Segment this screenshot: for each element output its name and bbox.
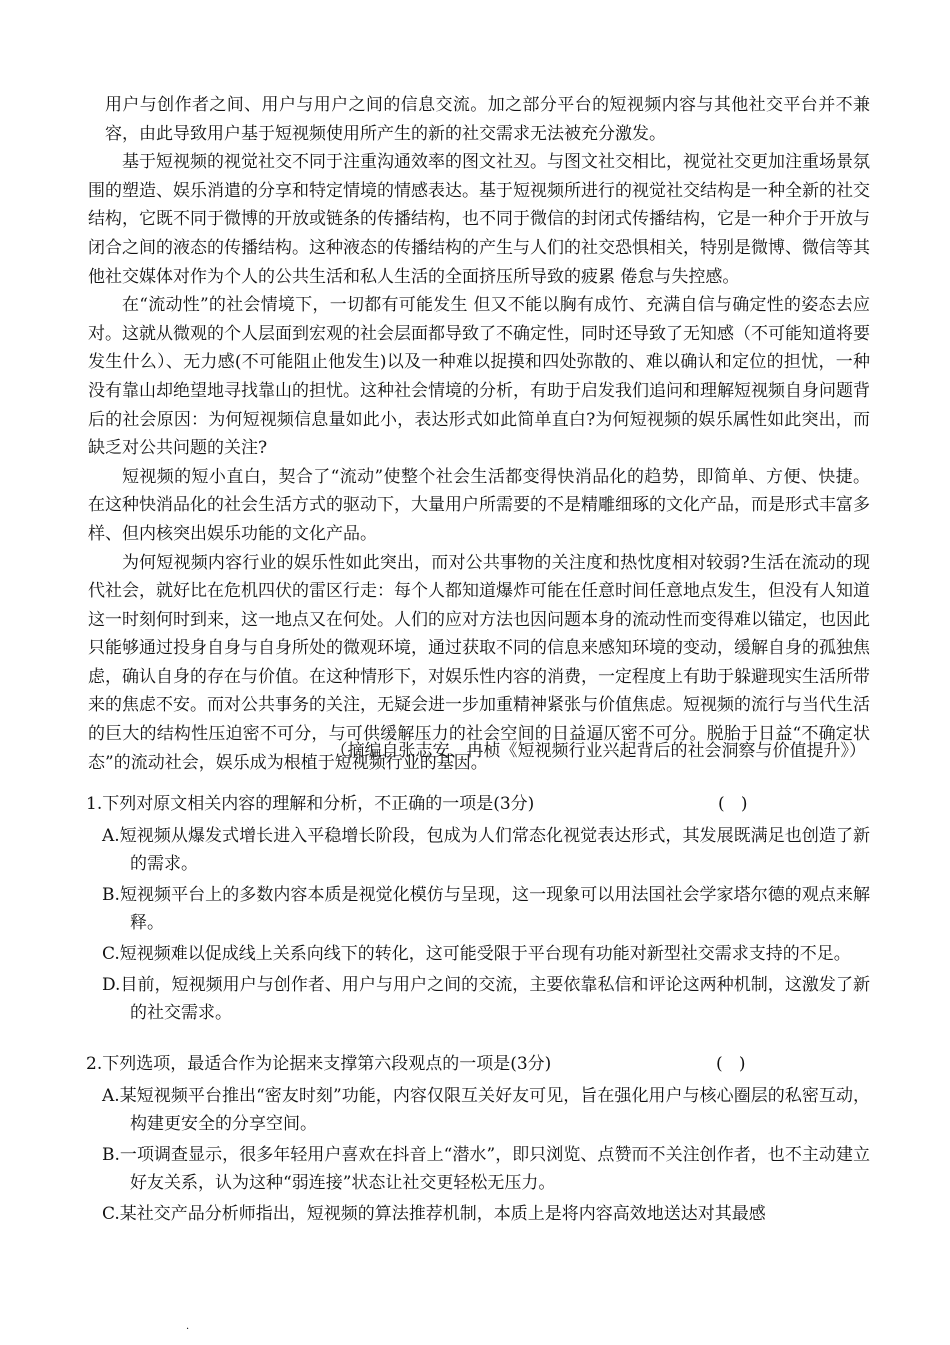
passage-paragraph-5: 在“流动性”的社会情境下，一切都有可能发生 但又不能以胸有成竹、充满自信与确定性的姿态去应对。这就从微观的个人层面到宏观的社会层面都导致了不确定性，同时还导致了无知感（不可能知道将要发生什么）、无力感(不可能阻止他发生)以及一种难以捉摸和四处弥散的、难以确认和定位的担忧，一种没有靠山却绝望地寻找靠山的担忧。这种社会情境的分析，有助于启发我们追问和理解短视频自身问题背后的社会原因：为何短视频信息量如此小，表达形式如此简单直白?为何短视频的娱乐属性如此突出，而缺乏对公共问题的关注? xyxy=(88,295,870,459)
option-c: C.短视频难以促成线上关系向线下的转化，这可能受限于平台现有功能对新型社交需求支持的不足。 xyxy=(102,943,851,964)
passage-paragraph-continued: 用户与创作者之间、用户与用户之间的信息交流。加之部分平台的短视频内容与其他社交平台并不兼容，由此导致用户基于短视频使用所产生的新的社交需求无法被充分激发。 xyxy=(105,95,870,144)
question-2-stem xyxy=(86,1050,870,1079)
question-1-stem xyxy=(86,790,870,819)
passage-paragraph-7: 为何短视频内容行业的娱乐性如此突出，而对公共事物的关注度和热忱度相对较弱?生活在流动的现代社会，就好比在危机四伏的雷区行走：每个人都知道爆炸可能在任意时间任意地点发生，但没有人知道这一时刻何时到来，这一地点又在何处。人们的应对方法也因问题本身的流动性而变得难以锚定，也因此只能够通过投身自身与自身所处的微观环境，通过获取不同的信息来感知环境的变动，缓解自身的孤独焦虑，确认自身的存在与价值。在这种情形下，对娱乐性内容的消费，一定程度上有助于躲避现实生活所带来的焦虑不安。而对公共事务的关注，无疑会进一步加重精神紧张与价值焦虑。短视频的流行与当代生活的巨大的结构性压迫密不可分，与可供缓解压力的社会空间的日益逼仄密不可分。脱胎于日益“不确定状态”的流动社会，娱乐成为根植于短视频行业的基因。 xyxy=(88,552,870,773)
option-b: B.一项调查显示，很多年轻用户喜欢在抖音上“潜水”，即只浏览、点赞而不关注创作者，也不主动建立好友关系，认为这种“弱连接”状态让社交更轻松无压力。 xyxy=(102,1144,870,1194)
question-2-text: 2.下列选项，最适合作为论据来支撑第六段观点的一项是(3分) xyxy=(86,1054,552,1074)
answer-bracket: ( ) xyxy=(716,1054,746,1074)
reading-passage xyxy=(88,91,870,777)
passage-paragraph-4: 基于短视频的视觉社交不同于注重沟通效率的图文社丒。与图文社交相比，视觉社交更加注重场景氛围的塑造、娱乐消遣的分享和特定情境的情感表达。基于短视频所进行的视觉社交结构是一种全新的社交结构，它既不同于微博的开放或链条的传播结构，也不同于微信的封闭式传播结构，它是一种介于开放与闭合之间的液态的传播结构。这种液态的传播结构的产生与人们的社交恐惧相关，特别是微博、微信等其他社交媒体对作为个人的公共生活和私人生活的全面挤压所导致的疲累 倦怠与失控感。 xyxy=(88,152,870,287)
question-1 xyxy=(86,790,870,1028)
question-1-text: 1.下列对原文相关内容的理解和分析，不正确的一项是(3分) xyxy=(86,794,535,814)
option-a: A.短视频从爆发式增长进入平稳增长阶段，包成为人们常态化视觉表达形式，其发展既满足也创造了新的需求。 xyxy=(102,825,870,875)
question-2 xyxy=(86,1050,870,1229)
option-c: C.某社交产品分析师指出，短视频的算法推荐机制，本质上是将内容高效地送达对其最感 xyxy=(102,1203,766,1224)
option-a: A.某短视频平台推出“密友时刻”功能，内容仅限互关好友可见，旨在强化用户与核心圈层的私密互动，构建更安全的分享空间。 xyxy=(102,1085,870,1135)
passage-source: （摘编自张志安、冉桢《短视频行业兴起背后的社会洞察与价值提升》） xyxy=(330,741,866,761)
passage-paragraph-6: 短视频的短小直白，契合了“流动”使整个社会生活都变得快消品化的趋势，即简单、方便、快捷。在这种快消品化的社会生活方式的驱动下，大量用户所需要的不是精雕细琢的文化产品，而是形式丰富多样、但内核突出娱乐功能的文化产品。 xyxy=(88,466,870,544)
option-d: D.目前，短视频用户与创作者、用户与用户之间的交流，主要依靠私信和评论这两种机制，这激发了新的社交需求。 xyxy=(102,974,870,1024)
answer-bracket: ( ) xyxy=(718,794,748,814)
page-mark: · xyxy=(186,1324,190,1335)
option-b: B.短视频平台上的多数内容本质是视觉化模仿与呈现，这一现象可以用法国社会学家塔尔德的观点来解释。 xyxy=(102,884,870,934)
